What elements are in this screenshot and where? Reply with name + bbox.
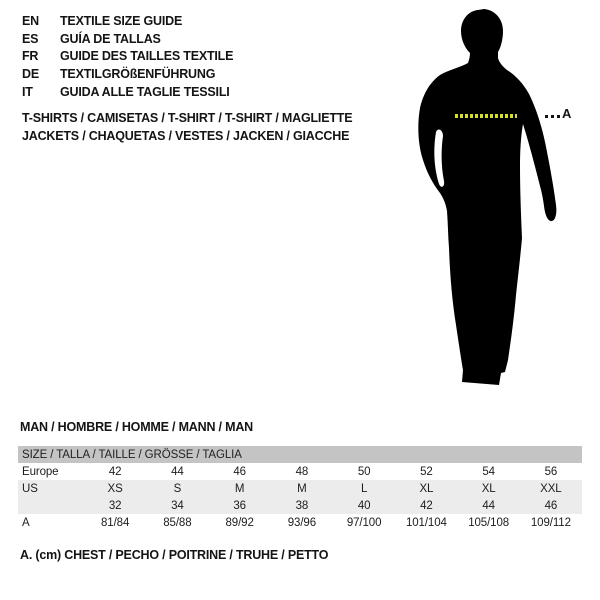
cell: S (146, 480, 208, 497)
cell: 32 (84, 497, 146, 514)
cell: 46 (520, 497, 582, 514)
measure-label-a: A (562, 106, 572, 121)
cell: 44 (458, 497, 520, 514)
table-row-europe (18, 463, 582, 480)
cell: 89/92 (225, 516, 254, 529)
cell: 48 (295, 465, 309, 478)
section-title-man: MAN / HOMBRE / HOMME / MANN / MAN (20, 420, 253, 434)
man-silhouette-icon (405, 5, 585, 390)
cell: 85/88 (163, 516, 192, 529)
cell: 46 (233, 465, 246, 478)
cell: 54 (482, 465, 495, 478)
table-row-chest-a (18, 514, 582, 531)
size-table-header: SIZE / TALLA / TAILLE / GRÖSSE / TAGLIA (18, 446, 582, 463)
cell: XXL (520, 480, 582, 497)
language-title: GUÍA DE TALLAS (60, 31, 161, 46)
table-row-numeric (18, 497, 582, 514)
language-code: DE (22, 67, 39, 82)
row-label: Europe (22, 465, 59, 478)
language-row (22, 66, 233, 84)
chest-measure-line (455, 114, 517, 118)
cell: XS (84, 480, 146, 497)
language-row (22, 84, 233, 102)
category-line-jackets: JACKETS / CHAQUETAS / VESTES / JACKEN / GIACCHE (22, 129, 350, 143)
row-label (18, 497, 84, 514)
language-title: GUIDE DES TAILLES TEXTILE (60, 49, 234, 64)
cell: 97/100 (346, 516, 382, 529)
cell: 81/84 (100, 516, 130, 529)
language-row (22, 48, 233, 66)
cell: XL (458, 480, 520, 497)
category-line-tshirts: T-SHIRTS / CAMISETAS / T-SHIRT / T-SHIRT / MAGLIETTE (22, 111, 353, 125)
cell: M (271, 480, 333, 497)
cell: 42 (108, 465, 122, 478)
language-row (22, 31, 233, 49)
size-table-header-row (18, 446, 582, 463)
cell: 105/108 (468, 516, 510, 529)
cell: 50 (357, 465, 371, 478)
language-code: ES (22, 31, 39, 46)
cell: XL (395, 480, 457, 497)
cell: 40 (333, 497, 395, 514)
size-table (18, 446, 582, 531)
language-title: TEXTILE SIZE GUIDE (60, 14, 183, 28)
row-label: A (22, 516, 30, 529)
cell: 109/112 (530, 516, 571, 529)
category-titles (22, 109, 352, 145)
language-title: GUIDA ALLE TAGLIE TESSILI (60, 84, 230, 99)
cell: 42 (395, 497, 457, 514)
language-code: EN (22, 14, 39, 28)
cell: M (209, 480, 271, 497)
language-row (22, 13, 233, 31)
footnote: A. (cm) CHEST / PECHO / POITRINE / TRUHE / PETTO (20, 548, 329, 562)
cell: 44 (171, 465, 184, 478)
cell: 36 (209, 497, 271, 514)
row-label: US (18, 480, 84, 497)
cell: L (333, 480, 395, 497)
language-code: IT (22, 84, 33, 99)
cell: 101/104 (405, 516, 447, 529)
language-title: TEXTILGRÖßENFÜHRUNG (60, 67, 216, 82)
man-silhouette-figure (405, 5, 585, 390)
cell: 52 (420, 465, 433, 478)
language-list (22, 13, 233, 102)
language-code: FR (22, 49, 39, 64)
cell: 38 (271, 497, 333, 514)
cell: 93/96 (287, 516, 317, 529)
table-row-us (18, 480, 582, 497)
measure-leader-line (545, 115, 562, 118)
cell: 34 (146, 497, 208, 514)
cell: 56 (544, 465, 558, 478)
